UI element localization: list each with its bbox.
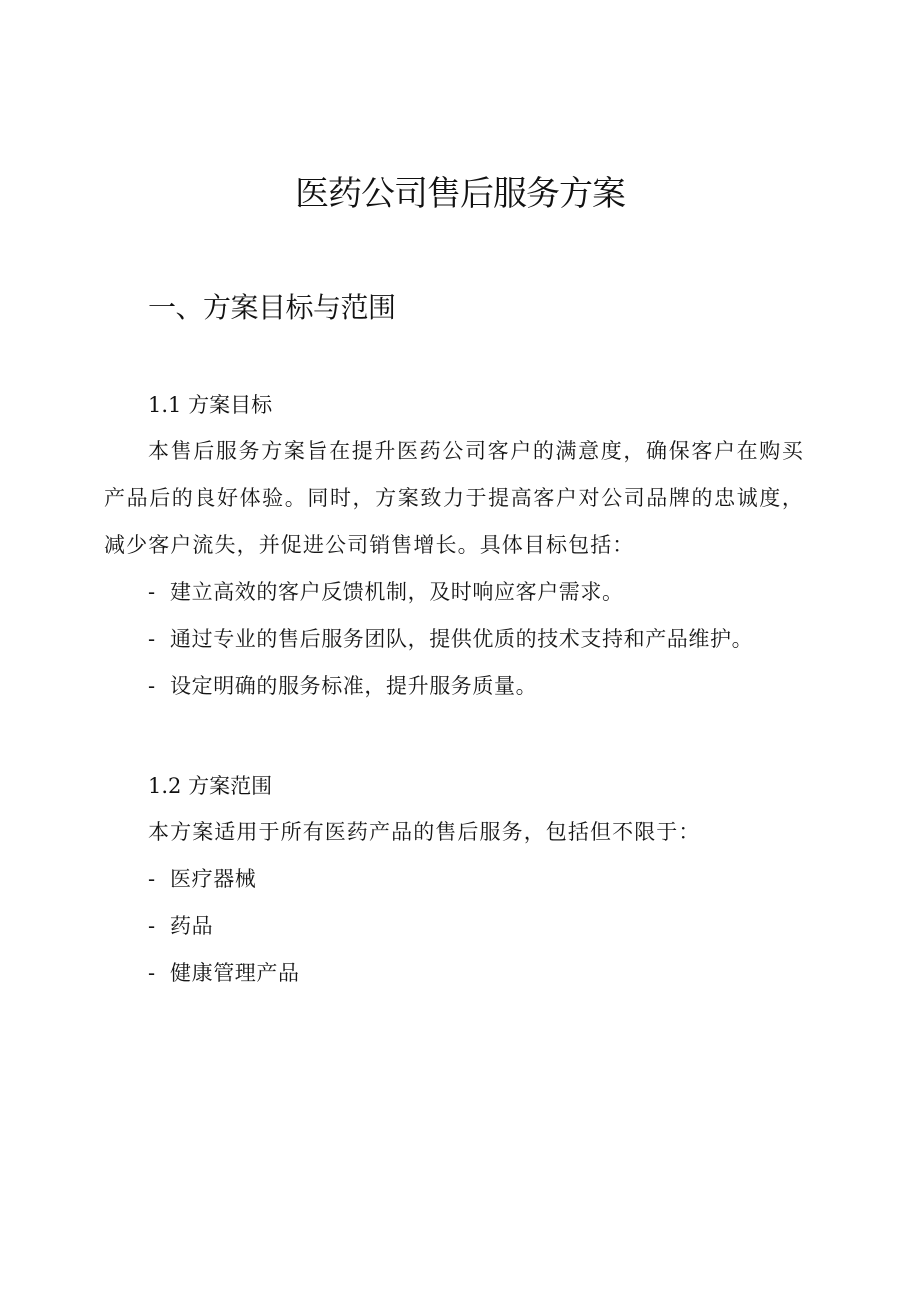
list-item — [104, 856, 804, 903]
list-item-text: 医疗器械 — [170, 867, 257, 891]
list-dash: - — [148, 961, 156, 985]
list-dash: - — [148, 914, 156, 938]
document-title: 医药公司售后服务方案 — [295, 174, 625, 214]
list-item-text: 药品 — [170, 914, 214, 938]
subsection-heading-goals: 1.1 方案目标 — [148, 393, 273, 417]
list-dash: - — [148, 627, 156, 651]
goals-list — [104, 569, 804, 710]
list-item-text: 通过专业的售后服务团队，提供优质的技术支持和产品维护。 — [170, 627, 754, 651]
section-heading-goals-scope: 一、方案目标与范围 — [148, 291, 396, 324]
list-item-text: 健康管理产品 — [170, 961, 300, 985]
list-item-text: 设定明确的服务标准，提升服务质量。 — [170, 674, 538, 698]
list-item — [104, 569, 804, 616]
subsection-scope-body — [104, 809, 804, 997]
scope-list — [104, 856, 804, 997]
list-dash: - — [148, 867, 156, 891]
subsection-heading-scope: 1.2 方案范围 — [148, 774, 273, 798]
list-item — [104, 663, 804, 710]
list-item — [104, 903, 804, 950]
list-dash: - — [148, 580, 156, 604]
list-item — [104, 950, 804, 997]
list-item-text: 建立高效的客户反馈机制，及时响应客户需求。 — [170, 580, 624, 604]
goals-paragraph: 本售后服务方案旨在提升医药公司客户的满意度，确保客户在购买产品后的良好体验。同时，方案致力于提高客户对公司品牌的忠诚度，减少客户流失，并促进公司销售增长。具体目标包括： — [104, 439, 804, 557]
list-item — [104, 616, 804, 663]
subsection-goals-body — [104, 428, 804, 710]
list-dash: - — [148, 674, 156, 698]
scope-paragraph: 本方案适用于所有医药产品的售后服务，包括但不限于： — [148, 820, 701, 844]
